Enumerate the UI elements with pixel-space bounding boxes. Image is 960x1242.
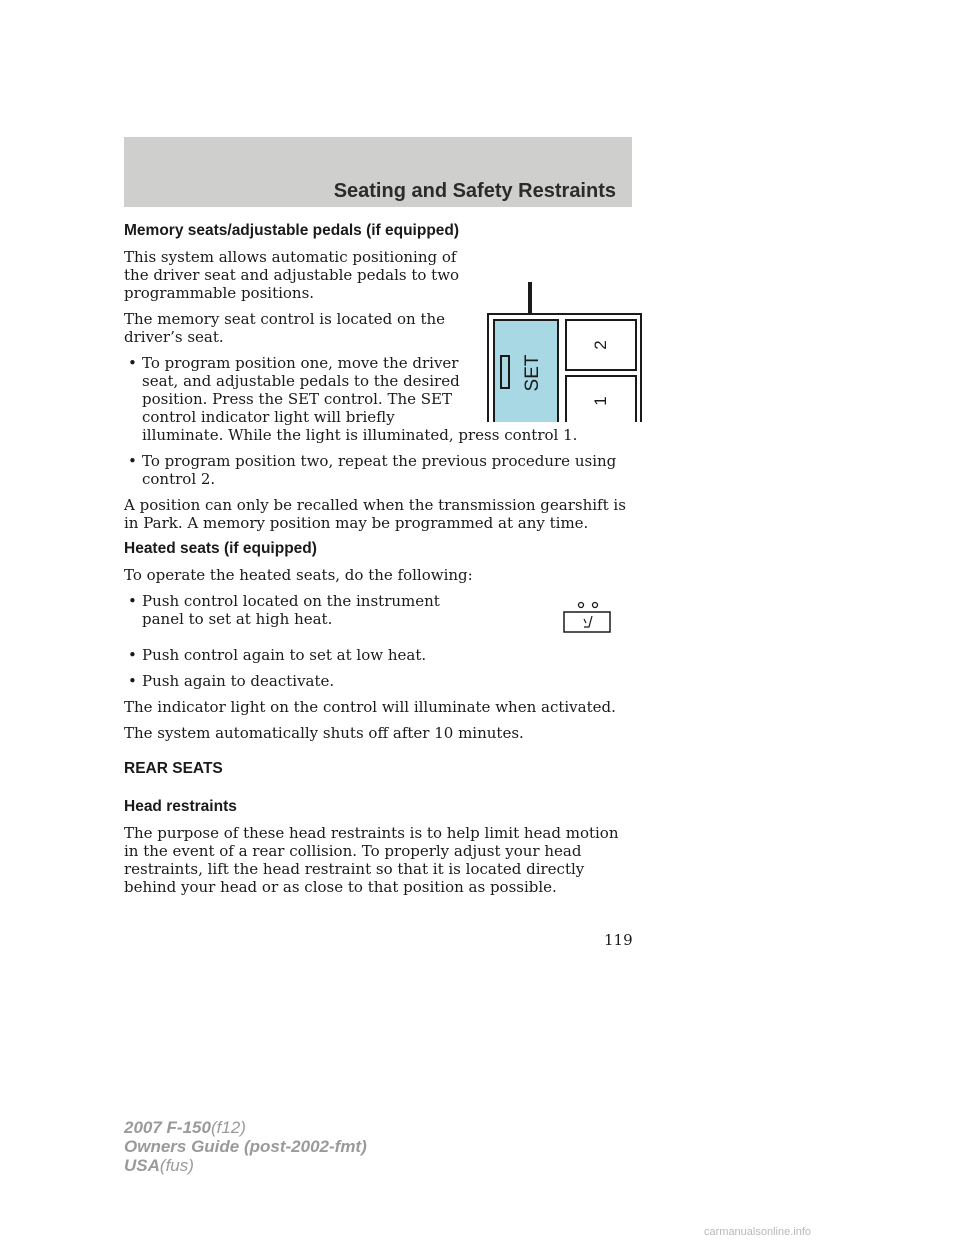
bullet-icon: • [128,672,137,690]
head-restraints-heading: Head restraints [124,798,237,815]
bullet-icon: • [128,452,137,470]
list-item-text: Push control again to set at low heat. [142,646,427,664]
list-item [124,354,632,444]
page-title: Seating and Safety Restraints [333,180,616,202]
heated-intro-paragraph: To operate the heated seats, do the following: [124,566,473,584]
footer-market-code: (fus) [159,1156,194,1175]
list-item [124,592,632,628]
memory-heading: Memory seats/adjustable pedals (if equipped) [124,222,460,239]
footer-model: 2007 F-150 [124,1118,211,1137]
list-item [124,672,632,690]
head-restraints-paragraph: The purpose of these head restraints is to help limit head motion in the event of a rear collision. To properly adjust your head restraints, lift the head restraint so that it is located directly behind your head or as close to that position as possible. [124,824,619,896]
footer-market: USA [124,1156,160,1175]
page-number: 119 [604,931,633,949]
bullet-icon: • [128,354,137,372]
bullet-icon: • [128,646,137,664]
button-1-label: 1 [591,396,610,406]
rear-seats-heading: REAR SEATS [124,760,223,777]
list-item-text: Push again to deactivate. [142,672,335,690]
footer-guide: Owners Guide (post-2002-fmt) [124,1137,367,1156]
list-item-text: To program position one, move the driver seat, and adjustable pedals to the desired position. Press the SET control. The SET control indicator light will briefly illuminate. While the light is illuminated, press control 1. [142,354,578,444]
list-item-text: To program position two, repeat the previous procedure using control 2. [142,452,617,488]
set-label: SET [522,354,543,392]
list-item-text: Push control located on the instrument panel to set at high heat. [142,592,440,628]
memory-recall-paragraph: A position can only be recalled when the transmission gearshift is in Park. A memory position may be programmed at any time. [124,496,626,532]
heated-heading: Heated seats (if equipped) [124,540,317,557]
footer-model-code: (f12) [210,1118,246,1137]
header-band [124,137,632,207]
footer [124,1118,367,1175]
watermark: carmanualsonline.info [704,1226,812,1238]
bullet-icon: • [128,592,137,610]
list-item [124,452,632,488]
list-item [124,646,632,664]
page-content [124,222,632,904]
memory-location-paragraph: The memory seat control is located on the driver’s seat. [124,310,446,346]
memory-intro-paragraph: This system allows automatic positioning of the driver seat and adjustable pedals to two programmable positions. [124,248,460,302]
button-2-label: 2 [591,340,610,350]
heated-shutoff-paragraph: The system automatically shuts off after 10 minutes. [124,724,524,742]
heated-indicator-paragraph: The indicator light on the control will illuminate when activated. [124,698,616,716]
